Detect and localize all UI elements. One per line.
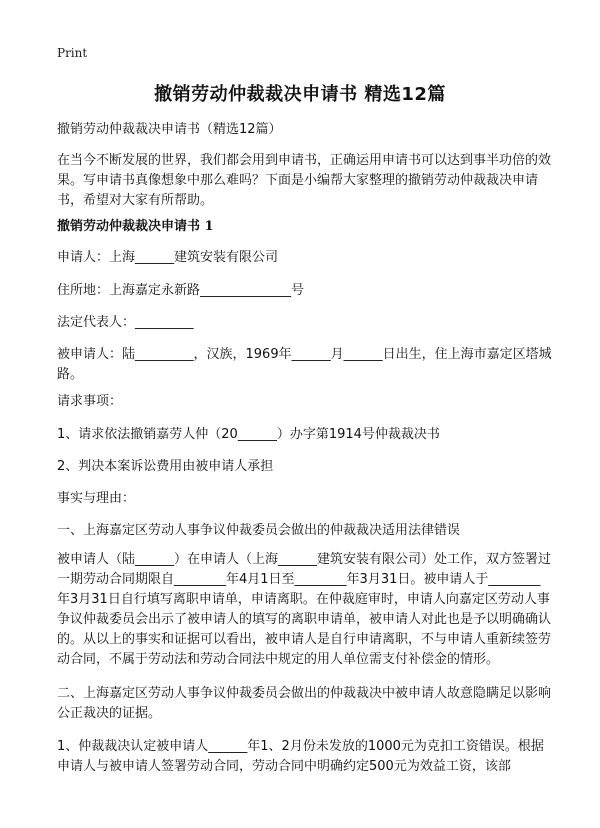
document-subtitle: 撤销劳动仲裁裁决申请书（精选12篇）: [57, 122, 282, 137]
section-heading: 撤销劳动仲裁裁决申请书 1: [57, 219, 214, 234]
respondent-paragraph: 被申请人：陆_________，汉族，1969年______月______日出生，住上海市嘉定区塔城路。: [57, 347, 552, 382]
legal-representative-line: 法定代表人：_________: [57, 315, 194, 330]
page-title: 撤销劳动仲裁裁决申请书 精选12篇: [154, 84, 446, 105]
reason-paragraph: 被申请人（陆______）在申请人（上海______建筑安装有限公司）处工作，双方签署过一期劳动合同期限自________年4月1日至________年3月31日。被申请人于________年3月31日自行填写离职申请单，申请离职。在仲裁庭审时，申请人向嘉定区劳动人事争议仲裁委员会出示了被申请人的填写的离职申请单，被申请人对此也是予以明确确认的。从以上的事实和证据可以看出，被申请人是自行申请离职，不与申请人重新续签劳动合同，不属于劳动法和劳动合同法中规定的用人单位需支付补偿金的情形。: [57, 552, 552, 667]
intro-paragraph: 在当今不断发展的世界，我们都会用到申请书，正确运用申请书可以达到事半功倍的效果。写申请书真像想象中那么难吗？下面是小编帮大家整理的撤销劳动仲裁裁决申请书，希望对大家有所帮助。: [57, 153, 552, 208]
applicant-line: 申请人：上海______建筑安装有限公司: [57, 250, 279, 265]
reason-heading: 一、上海嘉定区劳动人事争议仲裁委员会做出的仲裁裁决适用法律错误: [57, 523, 461, 538]
print-label: Print: [57, 46, 88, 60]
reason-paragraph: 1、仲裁裁决认定被申请人______年1、2月份未发放的1000元为克扣工资错误。根据申请人与被申请人签署劳动合同，劳动合同中明确约定500元为效益工资，该部: [57, 739, 544, 774]
claims-heading: 请求事项：: [57, 394, 123, 409]
address-line: 住所地：上海嘉定永新路______________号: [57, 283, 305, 298]
facts-heading: 事实与理由：: [57, 491, 136, 506]
reason-heading: 二、上海嘉定区劳动人事争议仲裁委员会做出的仲裁裁决中被申请人故意隐瞒足以影响公正裁决的证据。: [57, 686, 552, 721]
claim-item: 1、请求依法撤销嘉劳人仲（20______）办字第1914号仲裁裁决书: [57, 427, 440, 442]
claim-item: 2、判决本案诉讼费用由被申请人承担: [57, 459, 274, 474]
